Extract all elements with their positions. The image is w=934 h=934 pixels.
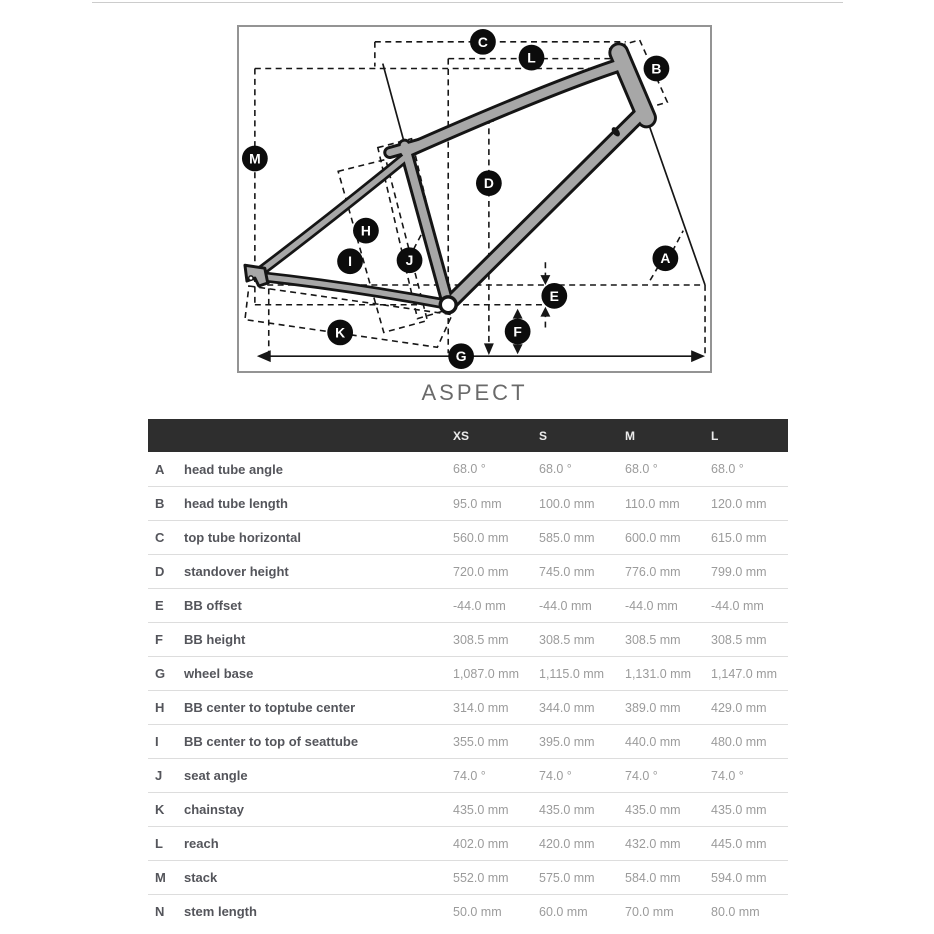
row-value-l: 68.0 °: [711, 462, 744, 476]
row-key: I: [155, 734, 159, 749]
row-value-l: 80.0 mm: [711, 904, 760, 919]
row-value-xs: 50.0 mm: [453, 904, 502, 919]
row-value-m: 74.0 °: [625, 768, 658, 783]
row-value-l: 445.0 mm: [711, 836, 767, 851]
table-row-f: [148, 622, 788, 656]
row-label: standover height: [184, 564, 289, 579]
row-value-l: -44.0 mm: [711, 598, 764, 613]
row-value-xs: 560.0 mm: [453, 530, 509, 545]
row-label: stem length: [184, 904, 257, 919]
svg-text:H: H: [360, 222, 371, 239]
row-label: top tube horizontal: [184, 530, 301, 545]
row-value-s: 745.0 mm: [539, 564, 595, 579]
row-value-m: 1,131.0 mm: [625, 666, 692, 681]
svg-text:C: C: [477, 33, 488, 50]
row-value-l: 435.0 mm: [711, 802, 767, 817]
row-key: F: [155, 632, 163, 647]
row-value-m: 432.0 mm: [625, 836, 681, 851]
table-row-g: [148, 656, 788, 690]
table-header: [148, 419, 788, 452]
table-row-d: [148, 554, 788, 588]
diagram-labels: [242, 29, 678, 369]
svg-text:E: E: [549, 287, 559, 304]
row-value-xs: 308.5 mm: [453, 632, 509, 647]
svg-text:A: A: [660, 250, 671, 267]
row-value-l: 308.5 mm: [711, 632, 767, 647]
row-value-l: 120.0 mm: [711, 496, 767, 511]
diagram-label-d: [476, 170, 502, 196]
table-row-e: [148, 588, 788, 622]
row-value-xs: 435.0 mm: [453, 802, 509, 817]
row-value-xs: 314.0 mm: [453, 700, 509, 715]
diagram-label-m: [242, 146, 268, 172]
row-label: seat angle: [184, 768, 248, 783]
column-header-s: S: [539, 428, 548, 443]
row-label: wheel base: [184, 666, 254, 681]
row-value-xs: 720.0 mm: [453, 564, 509, 579]
svg-text:I: I: [348, 253, 352, 270]
row-key: G: [155, 666, 166, 681]
row-value-m: 110.0 mm: [625, 496, 680, 511]
row-value-s: 68.0 °: [539, 462, 572, 476]
row-value-xs: -44.0 mm: [453, 598, 506, 613]
row-value-s: 1,115.0 mm: [539, 666, 605, 681]
row-key: M: [155, 870, 166, 885]
row-value-m: 600.0 mm: [625, 530, 681, 545]
row-value-xs: 95.0 mm: [453, 496, 502, 511]
row-value-l: 799.0 mm: [711, 564, 767, 579]
row-value-m: 776.0 mm: [625, 564, 681, 579]
row-label: head tube angle: [184, 461, 283, 477]
row-value-xs: 1,087.0 mm: [453, 666, 520, 681]
row-value-m: 68.0 °: [625, 462, 658, 476]
geometry-table: [148, 419, 788, 928]
svg-text:L: L: [527, 49, 536, 66]
row-value-xs: 74.0 °: [453, 768, 486, 783]
row-value-xs: 402.0 mm: [453, 836, 509, 851]
svg-text:G: G: [455, 348, 467, 365]
row-value-m: 308.5 mm: [625, 632, 681, 647]
row-label: head tube length: [184, 496, 288, 511]
row-value-xs: 552.0 mm: [453, 870, 509, 885]
row-value-s: 420.0 mm: [539, 836, 595, 851]
row-value-l: 480.0 mm: [711, 734, 767, 749]
diagram-label-f: [505, 319, 531, 345]
diagram-label-e: [541, 283, 567, 309]
table-row-k: [148, 792, 788, 826]
row-value-s: 74.0 °: [539, 768, 572, 783]
row-key: J: [155, 768, 163, 783]
row-key: C: [155, 530, 165, 545]
row-value-m: 584.0 mm: [625, 870, 681, 885]
svg-text:D: D: [483, 175, 494, 192]
row-value-m: 70.0 mm: [625, 904, 674, 919]
table-body: [148, 452, 788, 928]
row-value-l: 1,147.0 mm: [711, 666, 778, 681]
top-divider: [92, 2, 843, 3]
row-key: K: [155, 802, 165, 817]
diagram-label-c: [470, 29, 496, 55]
row-key: E: [155, 598, 164, 613]
table-row-i: [148, 724, 788, 758]
row-value-m: -44.0 mm: [625, 598, 678, 613]
row-key: L: [155, 836, 163, 851]
row-value-s: 100.0 mm: [539, 496, 595, 511]
table-row-n: [148, 894, 788, 928]
svg-text:K: K: [335, 324, 346, 341]
row-value-m: 440.0 mm: [625, 734, 681, 749]
svg-text:M: M: [249, 150, 261, 167]
bike-frame: [245, 53, 647, 313]
row-value-l: 74.0 °: [711, 768, 744, 783]
row-key: D: [155, 564, 165, 579]
row-label: reach: [184, 836, 219, 851]
table-row-j: [148, 758, 788, 792]
diagram-label-g: [448, 343, 474, 369]
bike-geometry-svg: [239, 27, 710, 371]
column-header-m: M: [625, 428, 635, 443]
row-value-s: 60.0 mm: [539, 904, 588, 919]
row-value-m: 389.0 mm: [625, 700, 681, 715]
row-value-s: -44.0 mm: [539, 598, 592, 613]
row-value-s: 575.0 mm: [539, 870, 595, 885]
row-value-xs: 68.0 °: [453, 462, 486, 476]
row-key: B: [155, 496, 165, 511]
diagram-label-j: [397, 247, 423, 273]
arrowheads: [257, 110, 705, 365]
row-value-s: 308.5 mm: [539, 632, 595, 647]
diagram-label-k: [327, 320, 353, 346]
row-label: BB offset: [184, 598, 242, 613]
column-header-l: L: [711, 428, 719, 443]
diagram-label-i: [337, 248, 363, 274]
row-value-s: 585.0 mm: [539, 530, 595, 545]
table-row-h: [148, 690, 788, 724]
bottom-bracket: [440, 297, 456, 313]
geometry-diagram: [237, 25, 712, 373]
page-title: ASPECT: [421, 380, 528, 405]
row-key: A: [155, 461, 165, 477]
row-value-xs: 355.0 mm: [453, 734, 509, 749]
row-label: BB center to toptube center: [184, 700, 356, 715]
row-label: stack: [184, 870, 218, 885]
row-value-s: 435.0 mm: [539, 802, 595, 817]
row-value-l: 594.0 mm: [711, 870, 767, 885]
table-row-c: [148, 520, 788, 554]
table-row-a: [148, 452, 788, 486]
row-label: BB center to top of seattube: [184, 734, 359, 749]
diagram-label-l: [519, 45, 545, 71]
table-row-l: [148, 826, 788, 860]
row-key: N: [155, 904, 165, 919]
row-label: chainstay: [184, 802, 244, 817]
column-header-xs: XS: [453, 428, 470, 443]
row-label: BB height: [184, 632, 246, 647]
row-value-l: 429.0 mm: [711, 700, 767, 715]
row-key: H: [155, 700, 165, 715]
table-row-b: [148, 486, 788, 520]
svg-text:J: J: [405, 252, 414, 269]
row-value-m: 435.0 mm: [625, 802, 681, 817]
diagram-label-h: [353, 218, 379, 244]
row-value-s: 395.0 mm: [539, 734, 595, 749]
row-value-l: 615.0 mm: [711, 530, 767, 545]
diagram-label-a: [652, 245, 678, 271]
svg-text:F: F: [513, 323, 522, 340]
diagram-label-b: [644, 56, 670, 82]
rear-dropout: [245, 265, 268, 286]
row-value-s: 344.0 mm: [539, 700, 595, 715]
table-row-m: [148, 860, 788, 894]
svg-text:B: B: [651, 60, 662, 77]
dropout-hole: [249, 276, 253, 280]
